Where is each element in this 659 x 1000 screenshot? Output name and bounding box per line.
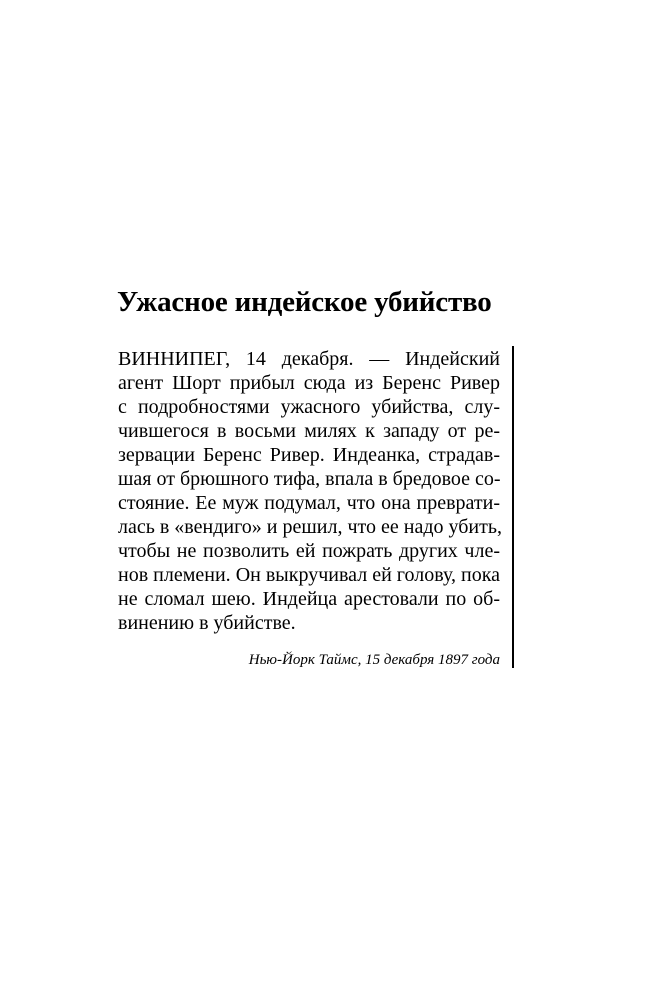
article-line: винению в убийстве. <box>118 612 296 634</box>
article-line: зервации Беренс Ривер. Индеанка, страдав- <box>118 444 500 466</box>
article-line: ВИННИПЕГ, 14 декабря. — Индейский <box>118 348 500 370</box>
article-line: лась в «вендиго» и решил, что ее надо убить, <box>118 516 502 538</box>
article-line: чтобы не позволить ей пожрать других чле- <box>118 540 500 562</box>
article-source: Нью-Йорк Таймс, 15 декабря 1897 года <box>248 652 500 668</box>
article-line: нов племени. Он выкручивал ей голову, пока <box>118 564 500 586</box>
article-line: не сломал шею. Индейца арестовали по об- <box>118 588 500 610</box>
vertical-rule <box>512 346 514 668</box>
article-line: агент Шорт прибыл сюда из Беренс Ривер <box>118 372 500 394</box>
article-line: с подробностями ужасного убийства, слу- <box>118 396 500 418</box>
article-body <box>118 347 500 635</box>
article-line: стояние. Ее муж подумал, что она преврати- <box>118 492 500 514</box>
article-line: чившегося в восьми милях к западу от ре- <box>118 420 500 442</box>
article-title: Ужасное индейское убийство <box>117 286 492 318</box>
article-line: шая от брюшного тифа, впала в бредовое со- <box>118 468 501 490</box>
